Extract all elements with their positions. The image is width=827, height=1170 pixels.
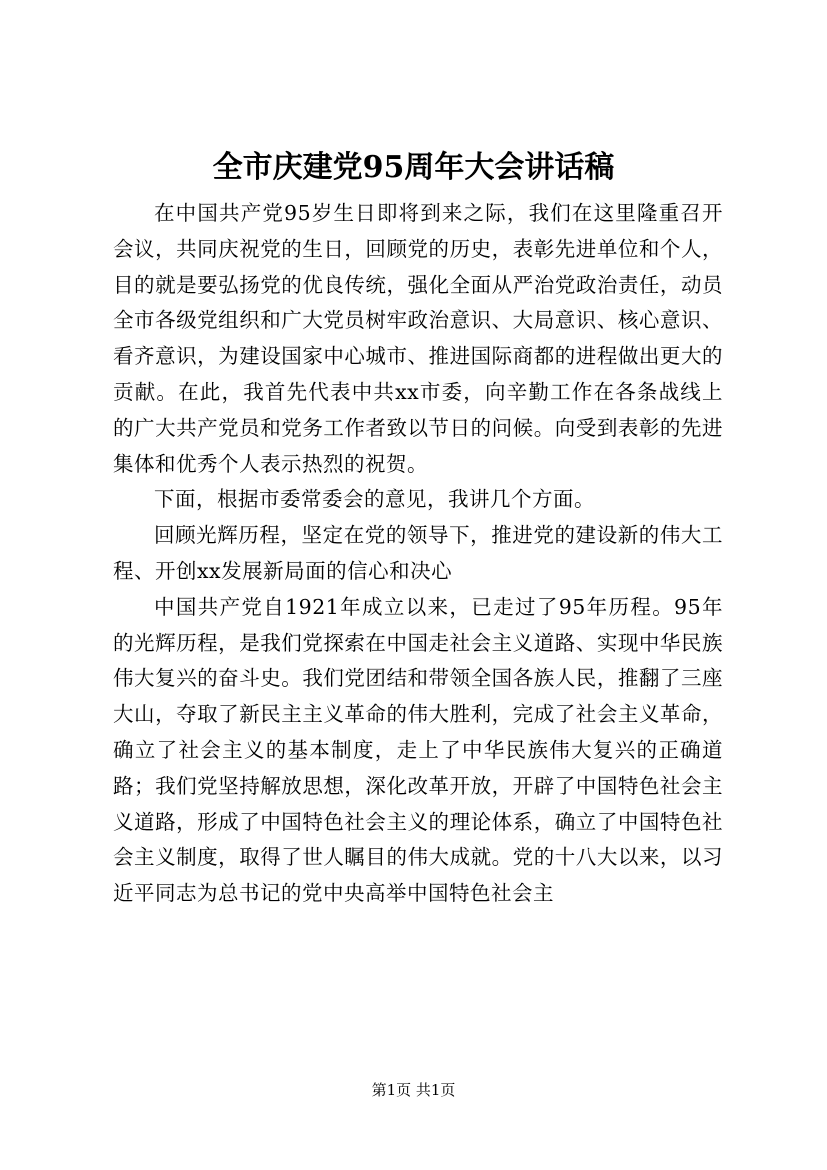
document-title: 全市庆建党95周年大会讲话稿 (212, 150, 615, 185)
section-heading-paragraph: 回顾光辉历程，坚定在党的领导下，推进党的建设新的伟大工程、开创xx发展新局面的信心和决心 (113, 523, 723, 583)
document-body (113, 196, 723, 912)
paragraph: 中国共产党自1921年成立以来，已走过了95年历程。95年的光辉历程，是我们党探索在中国走社会主义道路、实现中华民族伟大复兴的奋斗史。我们党团结和带领全国各族人民，推翻了三座大山，夺取了新民主主义革命的伟大胜利，完成了社会主义革命，确立了社会主义的基本制度，走上了中华民族伟大复兴的正确道路；我们党坚持解放思想，深化改革开放，开辟了中国特色社会主义道路，形成了中国特色社会主义的理论体系，确立了中国特色社会主义制度，取得了世人瞩目的伟大成就。党的十八大以来，以习近平同志为总书记的党中央高举中国特色社会主 (113, 594, 723, 906)
paragraph: 在中国共产党95岁生日即将到来之际，我们在这里隆重召开会议，共同庆祝党的生日，回顾党的历史，表彰先进单位和个人，目的就是要弘扬党的优良传统，强化全面从严治党政治责任，动员全市各级党组织和广大党员树牢政治意识、大局意识、核心意识、看齐意识，为建设国家中心城市、推进国际商都的进程做出更大的贡献。在此，我首先代表中共xx市委，向辛勤工作在各条战线上的广大共产党员和党务工作者致以节日的问候。向受到表彰的先进集体和优秀个人表示热烈的祝贺。 (113, 201, 723, 476)
page-footer: 第1页 共1页 (371, 1081, 456, 1099)
paragraph: 下面，根据市委常委会的意见，我讲几个方面。 (154, 487, 595, 512)
